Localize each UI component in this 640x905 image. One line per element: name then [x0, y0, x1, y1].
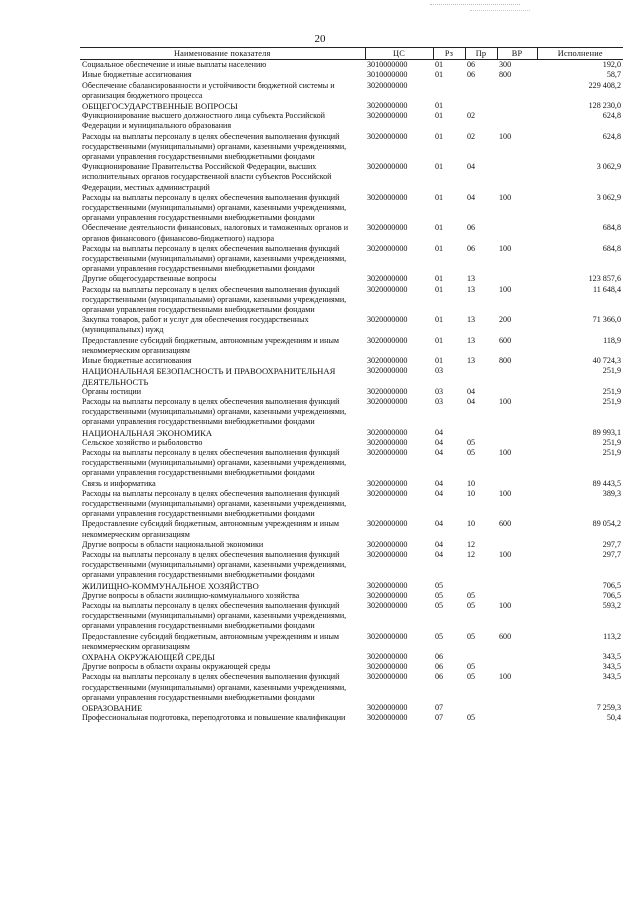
- row-rz: 01: [435, 315, 444, 325]
- row-sum: 89 993,1: [592, 427, 621, 437]
- row-pr: 12: [467, 549, 476, 559]
- row-vr: [497, 428, 537, 438]
- row-rz: 04: [435, 539, 444, 549]
- row-cs: 3020000000: [367, 243, 408, 253]
- row-pr: 04: [467, 396, 476, 406]
- row-sum: 3 062,9: [596, 162, 621, 172]
- row-rz: 04: [435, 478, 444, 488]
- row-name: ОБРАЗОВАНИЕ: [82, 703, 143, 713]
- row-rz: 03: [435, 396, 444, 406]
- table-row: [80, 397, 623, 428]
- row-cs: 3020000000: [367, 111, 408, 121]
- row-name: Социальное обеспечение и иные выплаты населению: [82, 60, 267, 70]
- row-pr: 13: [467, 335, 476, 345]
- row-rz: 07: [435, 713, 444, 723]
- row-cs: 3020000000: [367, 162, 408, 172]
- row-pr: 05: [467, 590, 476, 600]
- row-pr: 05: [467, 600, 476, 610]
- row-vr: [497, 101, 537, 111]
- row-pr: [465, 428, 497, 438]
- row-name: Расходы на выплаты персоналу в целях обеспечения выполнения функций государственными (муниципальными) органами, казенными учреждениями, органами управления государственными внебюджетными фондами: [82, 396, 347, 427]
- row-cs: 3020000000: [367, 131, 408, 141]
- row-pr: 10: [467, 478, 476, 488]
- row-rz: 05: [435, 600, 444, 610]
- row-rz: 06: [435, 662, 444, 672]
- row-sum: 389,3: [602, 488, 621, 498]
- row-vr: [497, 652, 537, 662]
- header-vr: ВР: [497, 48, 537, 60]
- row-sum: 11 648,4: [592, 284, 621, 294]
- row-cs: 3020000000: [367, 703, 408, 712]
- row-rz: 01: [435, 70, 444, 80]
- header-cs: ЦС: [365, 48, 433, 60]
- row-vr: 100: [499, 488, 512, 498]
- table-row: [80, 448, 623, 479]
- table-row: [80, 70, 623, 80]
- row-cs: 3020000000: [367, 366, 408, 376]
- table-row: [80, 193, 623, 224]
- row-sum: 128 230,0: [588, 101, 621, 111]
- row-cs: 3020000000: [367, 335, 408, 345]
- row-name: Расходы на выплаты персоналу в целях обеспечения выполнения функций государственными (муниципальными) органами, казенными учреждениями, органами управления государственными внебюджетными фондами: [82, 600, 347, 631]
- row-name: Предоставление субсидий бюджетным, автономным учреждениям и иным некоммерческим организациям: [82, 631, 340, 651]
- table-row: [80, 489, 623, 520]
- row-pr: 06: [467, 70, 476, 80]
- row-pr: 05: [467, 447, 476, 457]
- row-vr: 100: [499, 192, 512, 202]
- row-vr: [497, 274, 537, 284]
- table-row: [80, 540, 623, 550]
- row-sum: 123 857,6: [588, 274, 621, 284]
- row-cs: 3020000000: [367, 672, 408, 682]
- section-row: [80, 428, 623, 438]
- row-sum: 297,7: [602, 539, 621, 549]
- header-pr: Пр: [465, 48, 497, 60]
- row-rz: 01: [435, 243, 444, 253]
- row-sum: 229 408,2: [588, 80, 621, 90]
- row-pr: 13: [467, 274, 476, 284]
- row-name: Предоставление субсидий бюджетным, автономным учреждениям и иным некоммерческим организациям: [82, 335, 340, 355]
- row-sum: 593,2: [602, 600, 621, 610]
- page-number: 20: [314, 33, 326, 45]
- row-rz: 06: [435, 651, 444, 661]
- row-rz: 01: [435, 60, 444, 70]
- row-rz: 04: [435, 427, 444, 437]
- table-row: [80, 285, 623, 316]
- row-sum: 89 443,5: [592, 478, 621, 488]
- row-pr: 04: [467, 162, 476, 172]
- table-row: [80, 81, 623, 101]
- row-name: Закупка товаров, работ и услуг для обеспечения государственных (муниципальных) нужд: [82, 315, 309, 335]
- table-row: [80, 632, 623, 652]
- row-name: НАЦИОНАЛЬНАЯ БЕЗОПАСНОСТЬ И ПРАВООХРАНИТЕЛЬНАЯ ДЕЯТЕЛЬНОСТЬ: [82, 366, 336, 387]
- row-rz: 01: [435, 284, 444, 294]
- row-cs: 3020000000: [367, 549, 408, 559]
- row-pr: 05: [467, 631, 476, 641]
- row-pr: 04: [467, 386, 476, 396]
- row-vr: [497, 703, 537, 713]
- row-cs: 3020000000: [367, 427, 408, 437]
- header-sum: Исполнение: [537, 48, 623, 60]
- row-cs: 3020000000: [367, 284, 408, 294]
- row-pr: 13: [467, 356, 476, 366]
- row-vr: 100: [499, 600, 512, 610]
- row-vr: [497, 111, 537, 131]
- row-sum: 684,8: [602, 243, 621, 253]
- row-sum: 50,4: [606, 713, 621, 723]
- row-vr: 300: [499, 60, 512, 70]
- row-sum: 58,7: [606, 70, 621, 80]
- row-vr: 100: [499, 396, 512, 406]
- table-row: [80, 244, 623, 275]
- row-vr: [497, 662, 537, 672]
- row-cs: 3020000000: [367, 580, 408, 590]
- row-cs: 3020000000: [367, 662, 408, 672]
- row-name: Расходы на выплаты персоналу в целях обеспечения выполнения функций государственными (муниципальными) органами, казенными учреждениями, органами управления государственными внебюджетными фондами: [82, 192, 347, 223]
- row-rz: 03: [435, 366, 444, 376]
- row-cs: 3010000000: [367, 60, 408, 70]
- row-vr: 100: [499, 447, 512, 457]
- row-vr: 100: [499, 284, 512, 294]
- row-cs: 3020000000: [367, 600, 408, 610]
- row-pr: 02: [467, 131, 476, 141]
- table-row: [80, 162, 623, 193]
- row-pr: [465, 366, 497, 386]
- row-vr: 800: [499, 70, 512, 80]
- row-vr: [497, 162, 537, 193]
- row-sum: 251,9: [602, 447, 621, 457]
- row-vr: [497, 581, 537, 591]
- row-cs: 3020000000: [367, 488, 408, 498]
- row-rz: 01: [435, 111, 444, 121]
- row-name: Другие вопросы в области жилищно-коммунального хозяйства: [82, 590, 300, 600]
- section-row: [80, 101, 623, 111]
- table-row: [80, 519, 623, 539]
- row-rz: 05: [435, 590, 444, 600]
- row-cs: 3020000000: [367, 274, 408, 284]
- row-name: НАЦИОНАЛЬНАЯ ЭКОНОМИКА: [82, 427, 213, 438]
- row-cs: 3020000000: [367, 590, 408, 600]
- row-rz: 04: [435, 519, 444, 529]
- row-name: Другие вопросы в области национальной экономики: [82, 539, 264, 549]
- row-vr: [497, 366, 537, 386]
- row-rz: 07: [435, 703, 444, 712]
- table-row: [80, 550, 623, 581]
- row-rz: 01: [435, 335, 444, 345]
- row-sum: 251,9: [602, 396, 621, 406]
- row-pr: 06: [467, 223, 476, 233]
- table-header-row: [80, 48, 623, 60]
- row-name: Предоставление субсидий бюджетным, автономным учреждениям и иным некоммерческим организациям: [82, 519, 340, 539]
- row-cs: 3020000000: [367, 651, 408, 661]
- row-name: Функционирование высшего должностного лица субъекта Российской Федерации и муниципального образования: [82, 111, 325, 131]
- table-row: [80, 336, 623, 356]
- table-row: [80, 479, 623, 489]
- row-pr: [465, 652, 497, 662]
- row-vr: 600: [499, 519, 512, 529]
- row-cs: 3020000000: [367, 396, 408, 406]
- row-vr: 100: [499, 549, 512, 559]
- row-vr: [497, 223, 537, 243]
- row-name: Обеспечение сбалансированности и устойчивости бюджетной системы и организация бюджетного процесса: [82, 80, 335, 100]
- header-rz: Рз: [433, 48, 465, 60]
- row-pr: 10: [467, 488, 476, 498]
- row-rz: 04: [435, 447, 444, 457]
- row-sum: 343,5: [602, 672, 621, 682]
- row-name: Расходы на выплаты персоналу в целях обеспечения выполнения функций государственными (муниципальными) органами, казенными учреждениями, органами управления государственными внебюджетными фондами: [82, 243, 347, 274]
- row-vr: 600: [499, 335, 512, 345]
- row-pr: 04: [467, 192, 476, 202]
- row-pr: [465, 101, 497, 111]
- budget-execution-table: [80, 47, 623, 723]
- row-rz: 05: [435, 631, 444, 641]
- row-name: Связь и информатика: [82, 478, 156, 488]
- row-name: Расходы на выплаты персоналу в целях обеспечения выполнения функций государственными (муниципальными) органами, казенными учреждениями, органами управления государственными внебюджетными фондами: [82, 131, 347, 162]
- row-sum: 251,9: [602, 366, 621, 376]
- row-sum: 40 724,3: [592, 356, 621, 366]
- row-rz: 03: [435, 386, 444, 396]
- row-cs: 3020000000: [367, 192, 408, 202]
- row-name: Органы юстиции: [82, 386, 142, 396]
- row-vr: 800: [499, 356, 512, 366]
- row-sum: 684,8: [602, 223, 621, 233]
- row-name: Функционирование Правительства Российской Федерации, высших исполнительных органов государственной власти субъектов Российской Федерации, местных администраций: [82, 162, 332, 192]
- row-rz: [433, 81, 465, 101]
- row-rz: 04: [435, 549, 444, 559]
- row-rz: 04: [435, 488, 444, 498]
- row-pr: 05: [467, 437, 476, 447]
- row-name: ЖИЛИЩНО-КОММУНАЛЬНОЕ ХОЗЯЙСТВО: [82, 580, 259, 591]
- row-cs: 3020000000: [367, 80, 408, 90]
- row-sum: 7 259,3: [596, 703, 621, 712]
- row-name: Расходы на выплаты персоналу в целях обеспечения выполнения функций государственными (муниципальными) органами, казенными учреждениями, органами управления государственными внебюджетными фондами: [82, 672, 347, 702]
- row-cs: 3020000000: [367, 539, 408, 549]
- row-pr: [465, 581, 497, 591]
- row-name: Другие вопросы в области охраны окружающей среды: [82, 662, 271, 672]
- table-row: [80, 274, 623, 284]
- table-row: [80, 223, 623, 243]
- row-sum: 251,9: [602, 386, 621, 396]
- row-cs: 3020000000: [367, 386, 408, 396]
- row-vr: [497, 713, 537, 723]
- row-sum: 297,7: [602, 549, 621, 559]
- row-cs: 3020000000: [367, 478, 408, 488]
- row-rz: 05: [435, 580, 444, 590]
- row-name: Сельское хозяйство и рыболовство: [82, 437, 203, 447]
- row-cs: 3020000000: [367, 315, 408, 325]
- row-sum: 706,5: [602, 580, 621, 590]
- row-pr: 05: [467, 672, 476, 682]
- row-pr: [465, 703, 497, 713]
- row-pr: 13: [467, 315, 476, 325]
- row-pr: 02: [467, 111, 476, 121]
- section-row: [80, 581, 623, 591]
- table-row: [80, 662, 623, 672]
- row-sum: 706,5: [602, 590, 621, 600]
- row-vr: 100: [499, 243, 512, 253]
- row-name: ОБЩЕГОСУДАРСТВЕННЫЕ ВОПРОСЫ: [82, 101, 238, 112]
- row-vr: [497, 438, 537, 448]
- row-name: Профессиональная подготовка, переподготовка и повышение квалификации: [82, 713, 346, 723]
- row-rz: 04: [435, 437, 444, 447]
- row-cs: 3020000000: [367, 447, 408, 457]
- row-rz: 01: [435, 131, 444, 141]
- row-name: ОХРАНА ОКРУЖАЮЩЕЙ СРЕДЫ: [82, 651, 215, 662]
- table-row: [80, 387, 623, 397]
- row-cs: 3020000000: [367, 631, 408, 641]
- row-cs: 3020000000: [367, 101, 408, 111]
- row-vr: [497, 81, 537, 101]
- row-sum: 3 062,9: [596, 192, 621, 202]
- row-vr: 600: [499, 631, 512, 641]
- row-cs: 3020000000: [367, 713, 408, 723]
- row-vr: [497, 479, 537, 489]
- row-vr: 200: [499, 315, 512, 325]
- table-row: [80, 713, 623, 723]
- table-row: [80, 591, 623, 601]
- row-pr: 13: [467, 284, 476, 294]
- row-vr: 100: [499, 672, 512, 682]
- table-row: [80, 315, 623, 335]
- section-row: [80, 366, 623, 386]
- row-cs: 3020000000: [367, 223, 408, 233]
- row-pr: 06: [467, 243, 476, 253]
- row-rz: 01: [435, 192, 444, 202]
- row-pr: 10: [467, 519, 476, 529]
- row-name: Расходы на выплаты персоналу в целях обеспечения выполнения функций государственными (муниципальными) органами, казенными учреждениями, органами управления государственными внебюджетными фондами: [82, 488, 347, 519]
- row-sum: 89 054,2: [592, 519, 621, 529]
- scan-artifact: [430, 4, 520, 6]
- row-sum: 343,5: [602, 651, 621, 661]
- table-row: [80, 60, 623, 71]
- header-name: Наименование показателя: [80, 48, 365, 60]
- row-cs: 3010000000: [367, 70, 408, 80]
- row-name: Иные бюджетные ассигнования: [82, 70, 192, 80]
- row-rz: 01: [435, 162, 444, 172]
- row-pr: 05: [467, 662, 476, 672]
- row-sum: 343,5: [602, 662, 621, 672]
- row-vr: [497, 591, 537, 601]
- row-name: Расходы на выплаты персоналу в целях обеспечения выполнения функций государственными (муниципальными) органами, казенными учреждениями, органами управления государственными внебюджетными фондами: [82, 284, 347, 315]
- row-sum: 71 366,0: [592, 315, 621, 325]
- row-name: Иные бюджетные ассигнования: [82, 356, 192, 366]
- row-rz: 01: [435, 223, 444, 233]
- row-pr: 05: [467, 713, 476, 723]
- row-name: Обеспечение деятельности финансовых, налоговых и таможенных органов и органов финансового (финансово-бюджетного) надзора: [82, 223, 349, 243]
- table-row: [80, 601, 623, 632]
- row-sum: 624,8: [602, 131, 621, 141]
- row-sum: 113,2: [603, 631, 621, 641]
- row-sum: 192,0: [602, 60, 621, 70]
- row-sum: 251,9: [602, 437, 621, 447]
- table-body: [80, 60, 623, 724]
- row-vr: [497, 540, 537, 550]
- table-row: [80, 132, 623, 163]
- row-rz: 01: [435, 274, 444, 284]
- row-sum: 118,9: [603, 335, 621, 345]
- row-sum: 624,8: [602, 111, 621, 121]
- row-rz: 01: [435, 101, 444, 111]
- row-rz: 06: [435, 672, 444, 682]
- section-row: [80, 703, 623, 713]
- row-vr: [497, 387, 537, 397]
- table-row: [80, 356, 623, 366]
- row-cs: 3020000000: [367, 437, 408, 447]
- row-pr: [465, 81, 497, 101]
- row-vr: 100: [499, 131, 512, 141]
- row-name: Расходы на выплаты персоналу в целях обеспечения выполнения функций государственными (муниципальными) органами, казенными учреждениями, органами управления государственными внебюджетными фондами: [82, 549, 347, 580]
- scan-artifact: [470, 10, 530, 12]
- table-row: [80, 111, 623, 131]
- row-rz: 01: [435, 356, 444, 366]
- row-cs: 3020000000: [367, 356, 408, 366]
- table-row: [80, 672, 623, 703]
- row-cs: 3020000000: [367, 519, 408, 529]
- row-pr: 06: [467, 60, 476, 70]
- row-pr: 12: [467, 539, 476, 549]
- section-row: [80, 652, 623, 662]
- row-name: Другие общегосударственные вопросы: [82, 274, 217, 284]
- row-name: Расходы на выплаты персоналу в целях обеспечения выполнения функций государственными (муниципальными) органами, казенными учреждениями, органами управления государственными внебюджетными фондами: [82, 447, 347, 478]
- table-row: [80, 438, 623, 448]
